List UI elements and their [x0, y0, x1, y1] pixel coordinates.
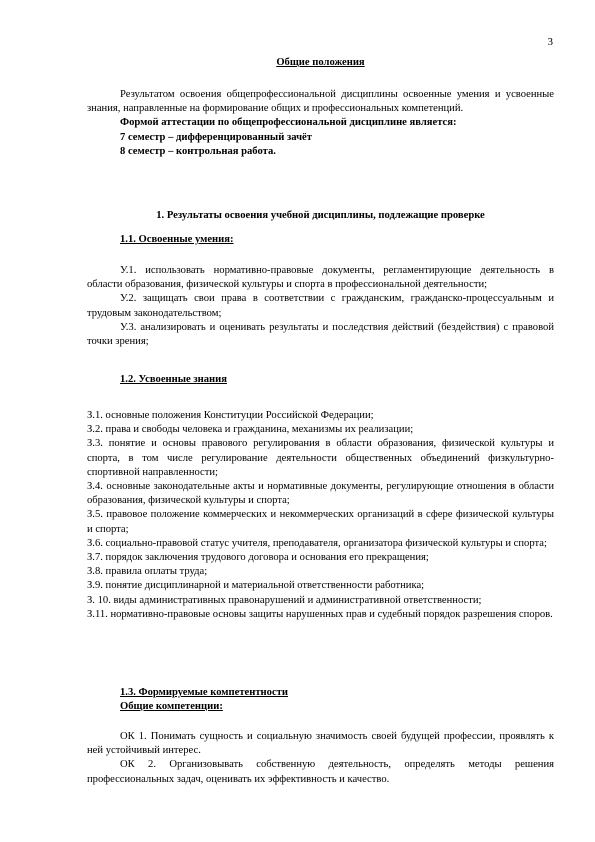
- knowledge-item: З.9. понятие дисциплинарной и материальной ответственности работника;: [87, 580, 425, 592]
- semester-7-line: 7 семестр – дифференцированный зачёт: [120, 131, 312, 143]
- knowledge-item: З.3. понятие и основы правового регулирования в области образования, физической культуры и спорта, в том числе регулирование деятельности общественных объединений физкультурно-спортивной направленности;: [87, 438, 554, 478]
- competencies-list: [87, 730, 554, 787]
- knowledge-item: З. 10. виды административных правонарушений и административной ответственности;: [87, 594, 482, 606]
- skills-list: [87, 264, 554, 349]
- knowledge-item: З.1. основные положения Конституции Российской Федерации;: [87, 410, 374, 421]
- knowledge-item: З.4. основные законодательные акты и нормативные документы, регулирующие отношения в области образования, физической культуры и спорта;: [87, 481, 554, 507]
- knowledge-list: [87, 409, 554, 622]
- knowledge-item: З.6. социально-правовой статус учителя, преподавателя, организатора физической культуры и спорта;: [87, 537, 547, 549]
- knowledge-item: З.8. правила оплаты труда;: [87, 566, 208, 578]
- subsection-1-2-heading: 1.2. Усвоенные знания: [120, 374, 227, 385]
- competency-item: ОК 1. Понимать сущность и социальную значимость своей будущей профессии, проявлять к ней устойчивый интерес.: [87, 731, 554, 757]
- subsection-1-3-heading: 1.3. Формируемые компетентности: [120, 687, 288, 698]
- competency-item: ОК 2. Организовывать собственную деятельность, определять методы решения профессиональных задач, оценивать их эффективность и качество.: [87, 759, 554, 785]
- skill-item: У.1. использовать нормативно-правовые документы, регламентирующие деятельность в области образования, физической культуры и спорта в профессиональной деятельности;: [87, 265, 554, 291]
- knowledge-item: З.7. порядок заключения трудового договора и основания его прекращения;: [87, 552, 429, 564]
- subsection-1-1-heading: 1.1. Освоенные умения:: [120, 234, 234, 245]
- attestation-form-line: Формой аттестации по общепрофессиональной дисциплине является:: [120, 117, 457, 129]
- section1-heading: 1. Результаты освоения учебной дисциплины, подлежащие проверке: [156, 210, 485, 221]
- knowledge-item: З.5. правовое положение коммерческих и некоммерческих организаций в сфере физической культуры и спорта;: [87, 509, 554, 535]
- knowledge-item: З.11. нормативно-правовые основы защиты нарушенных прав и судебный порядок разрешения споров.: [87, 608, 553, 620]
- intro-paragraph: Результатом освоения общепрофессиональной дисциплины освоенные умения и усвоенные знания, направленные на формирование общих и профессиональных компетенций.: [87, 89, 554, 115]
- page-number: 3: [547, 36, 553, 48]
- knowledge-item: З.2. права и свободы человека и гражданина, механизмы их реализации;: [87, 424, 414, 436]
- skill-item: У.2. защищать свои права в соответствии с гражданским, гражданско-процессуальным и трудовым законодательством;: [87, 293, 554, 319]
- skill-item: У.3. анализировать и оценивать результаты и последствия действий (бездействия) с правовой точки зрения;: [87, 321, 554, 348]
- semester-8-line: 8 семестр – контрольная работа.: [120, 145, 276, 157]
- general-section: [87, 88, 554, 159]
- general-heading: Общие положения: [276, 57, 365, 68]
- general-competencies-label: Общие компетенции:: [120, 701, 223, 712]
